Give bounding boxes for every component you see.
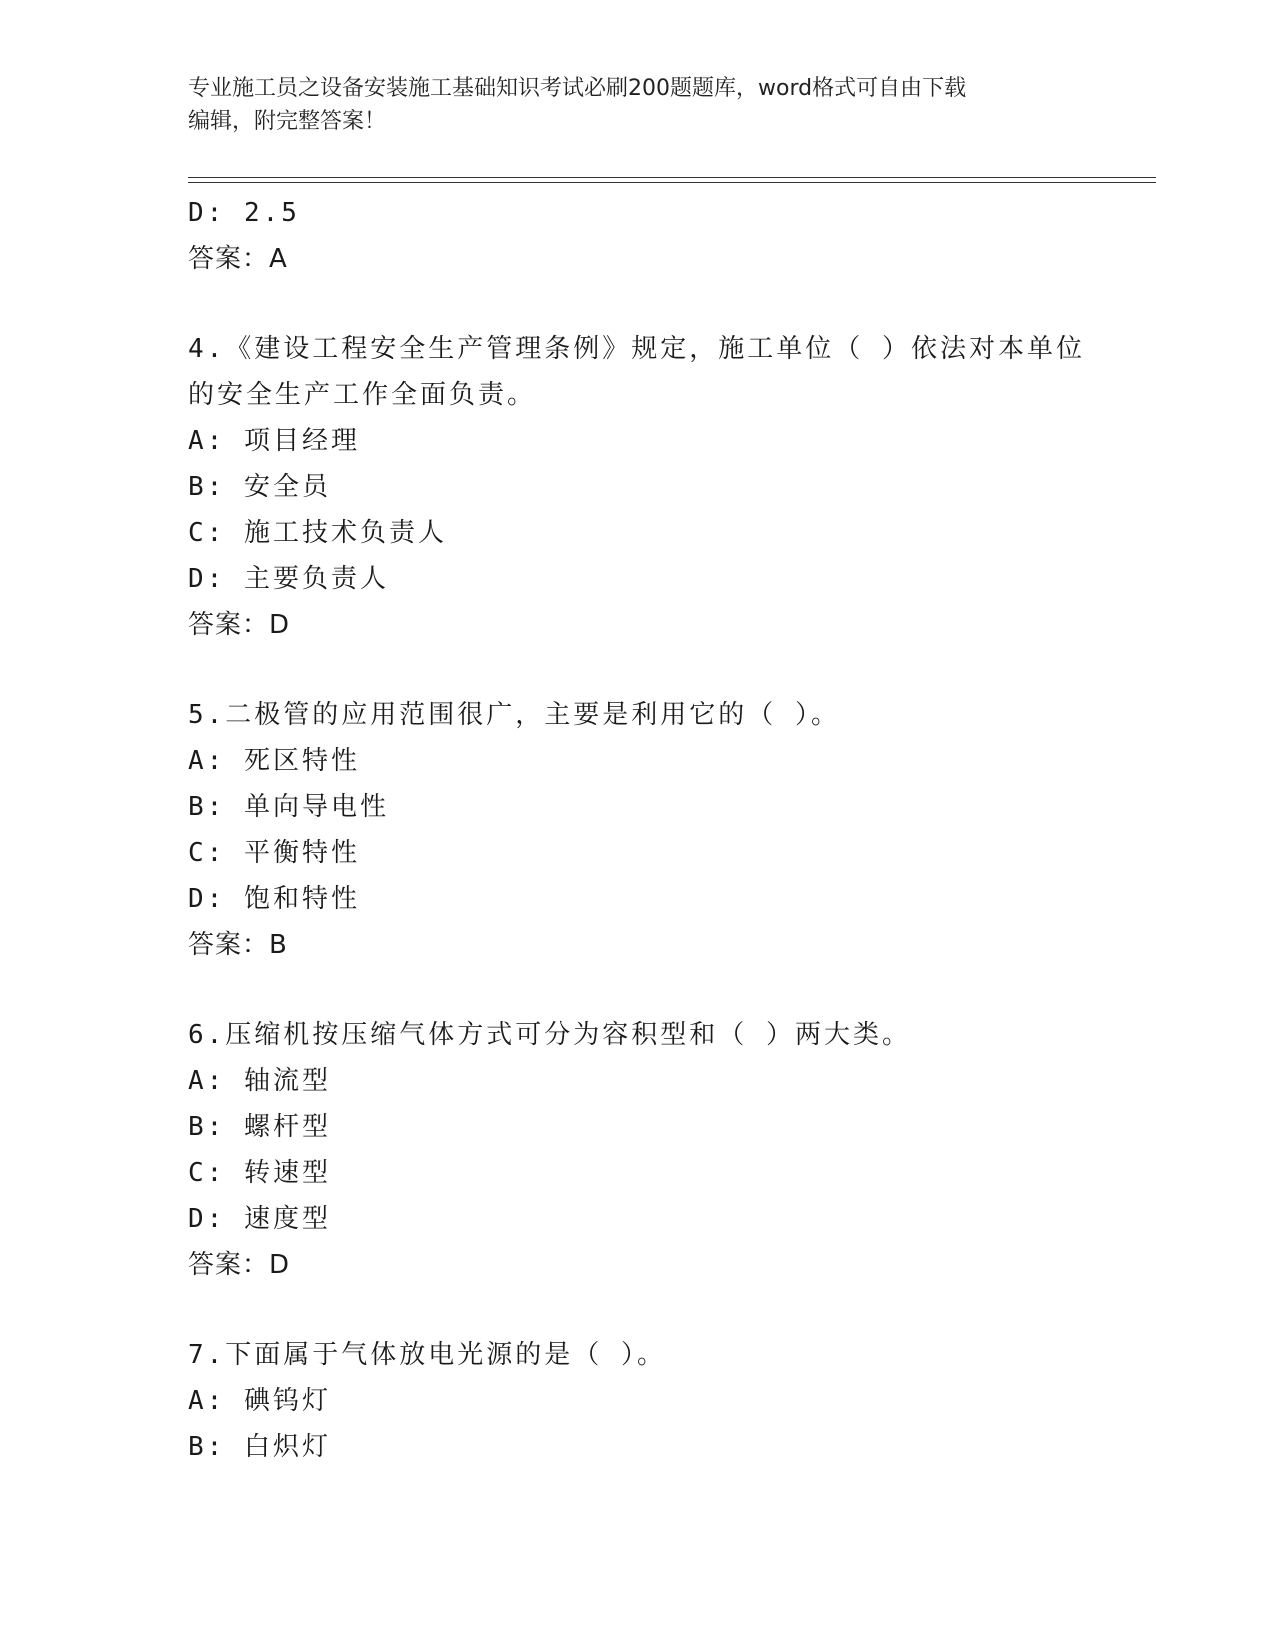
question-5	[188, 692, 1088, 968]
option-c: C: 平衡特性	[188, 838, 360, 868]
option-d: D: 速度型	[188, 1204, 331, 1234]
question-list	[188, 190, 1088, 1470]
option-b: B: 单向导电性	[188, 792, 389, 822]
option-b: B: 安全员	[188, 472, 331, 502]
spacer	[188, 1288, 1088, 1332]
question-4	[188, 326, 1088, 648]
header-divider-bottom	[188, 182, 1156, 183]
option-a: A: 轴流型	[188, 1066, 331, 1096]
option-d: D: 2.5	[188, 198, 300, 228]
spacer	[188, 648, 1088, 692]
answer: 答案：B	[188, 930, 288, 960]
question-stem: 7.下面属于气体放电光源的是（ ）。	[188, 1340, 666, 1370]
option-a: A: 死区特性	[188, 746, 360, 776]
option-c: C: 转速型	[188, 1158, 331, 1188]
answer: 答案：D	[188, 1250, 291, 1280]
option-c: C: 施工技术负责人	[188, 518, 447, 548]
answer: 答案：D	[188, 610, 291, 640]
question-stem: 6.压缩机按压缩气体方式可分为容积型和（ ）两大类。	[188, 1020, 911, 1050]
option-d: D: 饱和特性	[188, 884, 360, 914]
option-a: A: 碘钨灯	[188, 1386, 331, 1416]
document-header	[188, 72, 1068, 138]
option-b: B: 螺杆型	[188, 1112, 331, 1142]
option-a: A: 项目经理	[188, 426, 360, 456]
spacer	[188, 282, 1088, 326]
option-b: B: 白炽灯	[188, 1432, 331, 1462]
spacer	[188, 968, 1088, 1012]
question-stem: 4.《建设工程安全生产管理条例》规定，施工单位（ ）依法对本单位	[188, 334, 1085, 364]
header-title-line-1: 专业施工员之设备安装施工基础知识考试必刷200题题库，word格式可自由下载	[188, 76, 967, 101]
question-stem-cont: 的安全生产工作全面负责。	[188, 380, 537, 410]
question-stem: 5.二极管的应用范围很广，主要是利用它的（ ）。	[188, 700, 840, 730]
header-divider-top	[188, 177, 1156, 178]
question-6	[188, 1012, 1088, 1288]
question-3-tail	[188, 190, 1088, 282]
question-7	[188, 1332, 1088, 1470]
header-title-line-2: 编辑，附完整答案！	[188, 109, 387, 134]
answer: 答案：A	[188, 244, 288, 274]
option-d: D: 主要负责人	[188, 564, 389, 594]
